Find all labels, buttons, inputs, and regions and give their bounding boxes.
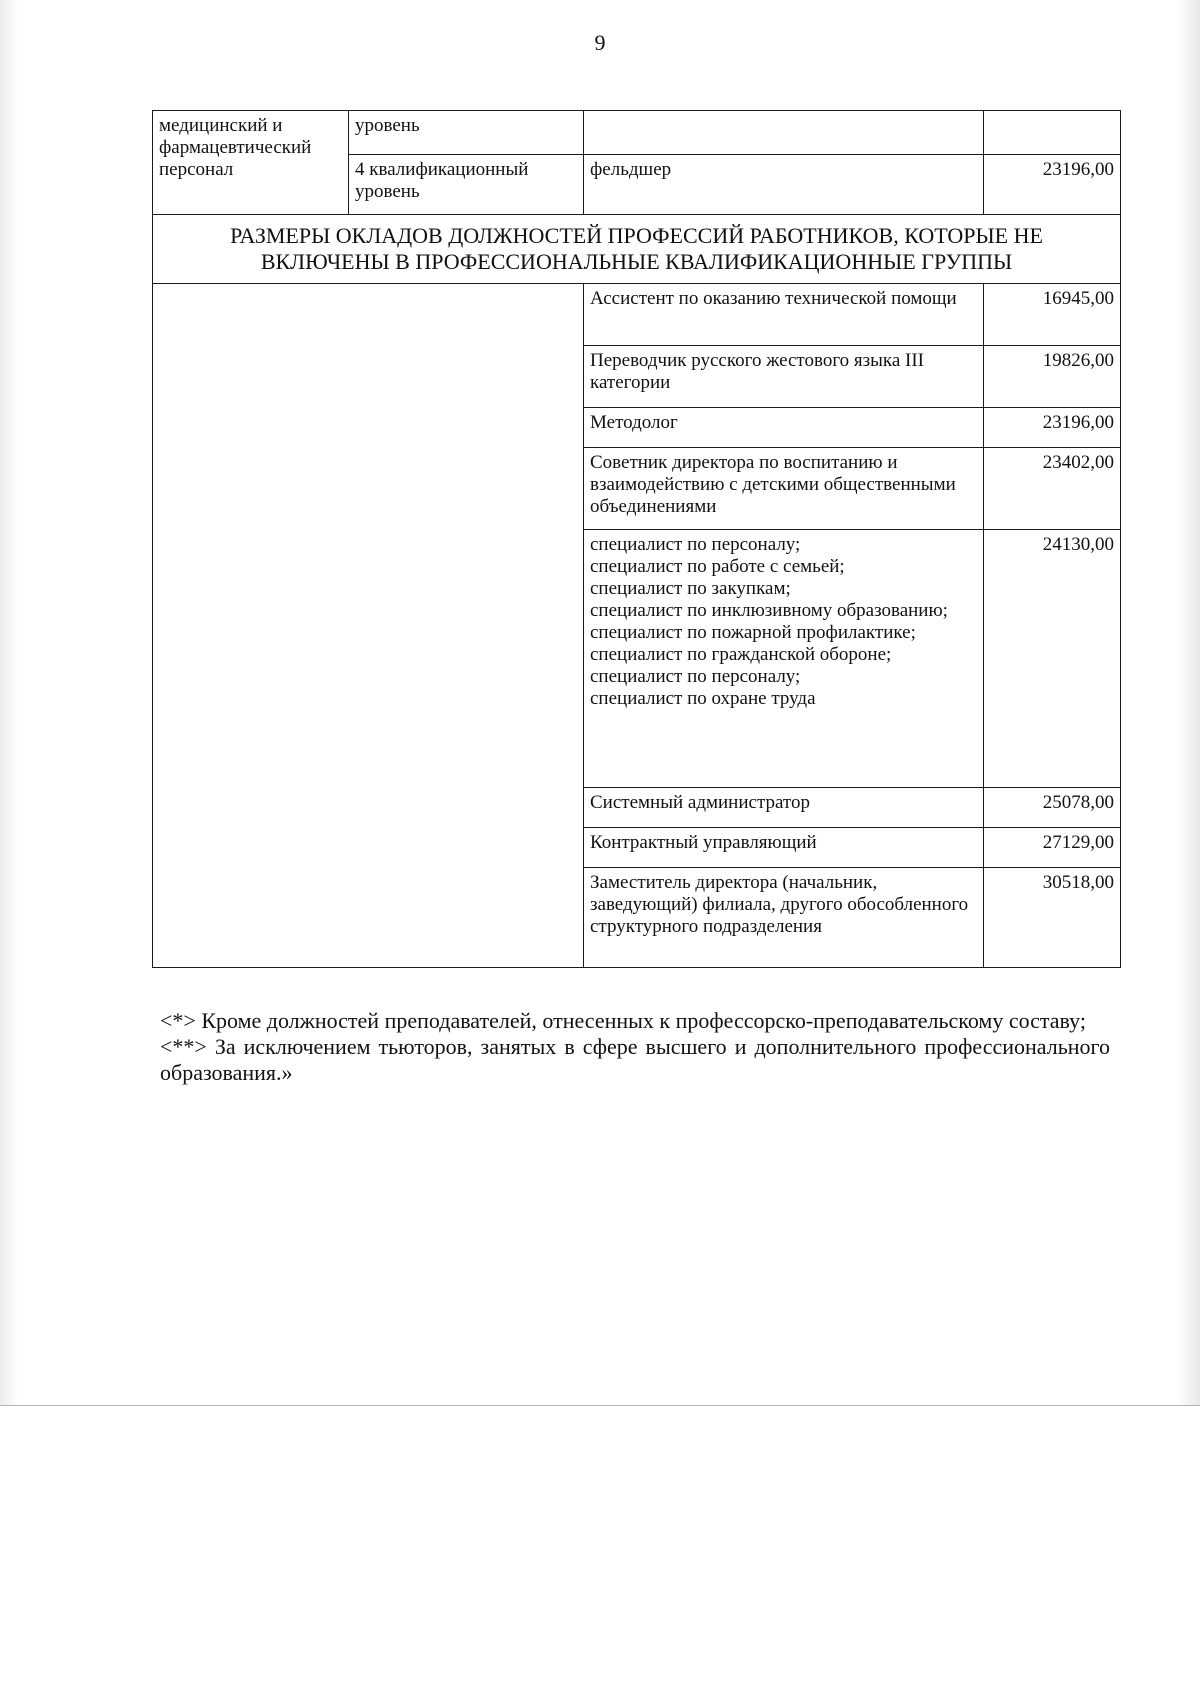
salary-cell [984,111,1121,155]
position-cell: Системный администратор [584,788,984,828]
position-list-cell [584,530,984,788]
scan-edge-right [1178,0,1200,1405]
section-title: РАЗМЕРЫ ОКЛАДОВ ДОЛЖНОСТЕЙ ПРОФЕССИЙ РАБОТНИКОВ, КОТОРЫЕ НЕ ВКЛЮЧЕНЫ В ПРОФЕССИОНАЛЬНЫЕ КВАЛИФИКАЦИОННЫЕ ГРУППЫ [153,215,1121,284]
salary-cell: 27129,00 [984,828,1121,868]
position-line: специалист по гражданской обороне; [590,644,892,665]
category-cell: медицинский и фармацевтический персонал [153,111,349,215]
position-line: специалист по персоналу; [590,666,801,687]
page-number: 9 [594,30,606,55]
position-cell: фельдшер [584,155,984,215]
position-cell: Советник директора по воспитанию и взаимодействию с детскими общественными объединениями [584,448,984,530]
position-cell: Методолог [584,408,984,448]
footnote-2: <**> За исключением тьюторов, занятых в сфере высшего и дополнительного профессионального образования.» [160,1034,1110,1085]
position-line: специалист по охране труда [590,688,816,709]
section-title-row [153,215,1121,284]
scan-edge-left [0,0,18,1405]
empty-left-cell [153,284,584,968]
position-line: специалист по пожарной профилактике; [590,622,916,643]
table-row [153,284,1121,346]
salary-table [152,110,1121,968]
salary-cell: 24130,00 [984,530,1121,788]
position-cell: Заместитель директора (начальник, заведующий) филиала, другого обособленного структурного подразделения [584,868,984,968]
salary-cell: 30518,00 [984,868,1121,968]
salary-cell: 19826,00 [984,346,1121,408]
footnote-1: <*> Кроме должностей преподавателей, отнесенных к профессорско-преподавательскому составу; [160,1008,1086,1033]
salary-cell: 23196,00 [984,155,1121,215]
position-cell: Переводчик русского жестового языка III категории [584,346,984,408]
position-line: специалист по работе с семьей; [590,556,845,577]
salary-cell: 23402,00 [984,448,1121,530]
salary-cell: 16945,00 [984,284,1121,346]
position-line: специалист по закупкам; [590,578,791,599]
position-line: специалист по персоналу; [590,534,801,555]
footnotes [160,1008,1110,1086]
page-bottom-edge [0,1405,1200,1406]
position-cell: Контрактный управляющий [584,828,984,868]
level-cell: уровень [349,111,584,155]
position-line: специалист по инклюзивному образованию; [590,600,948,621]
position-cell [584,111,984,155]
salary-cell: 23196,00 [984,408,1121,448]
salary-cell: 25078,00 [984,788,1121,828]
table-row [153,111,1121,155]
position-cell: Ассистент по оказанию технической помощи [584,284,984,346]
level-cell: 4 квалификационный уровень [349,155,584,215]
